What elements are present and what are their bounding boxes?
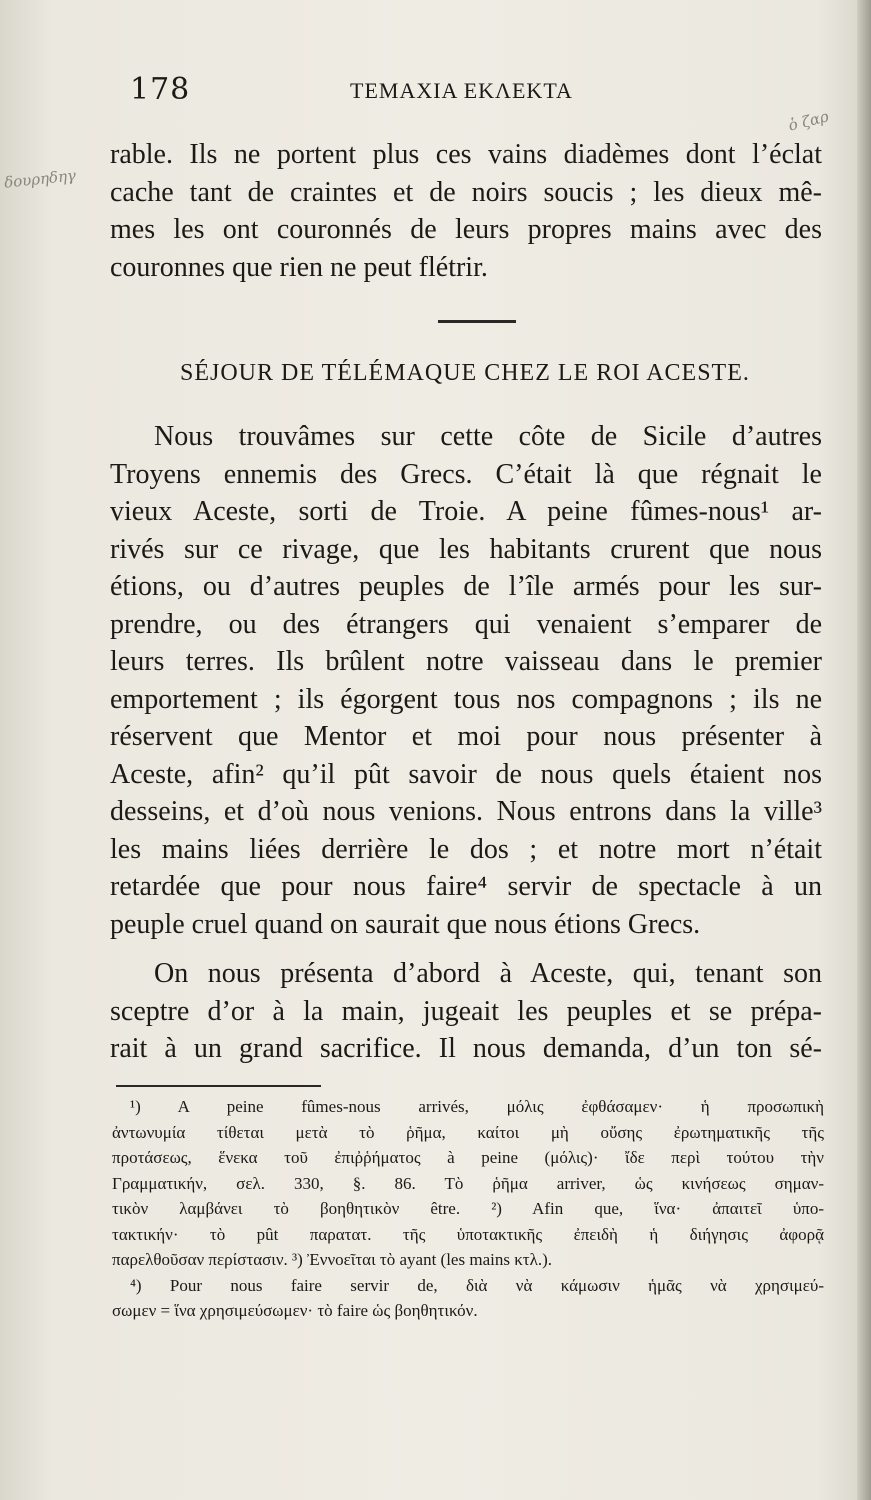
continuation-text: [110, 136, 822, 286]
text-line: sceptre d’or à la main, jugeait les peuples et se prépa-: [110, 995, 822, 1027]
footnote-line: Γραμματικήν, σελ. 330, §. 86. Τὸ ῥῆμα arriver, ὡς κινήσεως σημαν-: [112, 1173, 824, 1193]
text-line: On nous présenta d’abord à Aceste, qui, tenant son: [154, 958, 822, 989]
text-line: desseins, et d’où nous venions. Nous entrons dans la ville³: [110, 796, 822, 827]
footnote-line: τακτικήν· τὸ pût παρατατ. τῆς ὑποτακτικῆς ἐπειδὴ ἡ διήγησις ἀφορᾷ: [112, 1224, 824, 1244]
page-number: 178: [130, 72, 191, 107]
footnote-line: σωμεν = ἵνα χρησιμεύσωμεν· τὸ faire ὡς βοηθητικόν.: [112, 1301, 478, 1320]
section-divider: [438, 320, 516, 323]
text-line: vieux Aceste, sorti de Troie. A peine fûmes-nous¹ ar-: [110, 496, 822, 527]
text-line: couronnes que rien ne peut flétrir.: [110, 251, 488, 283]
text-line: mes les ont couronnés de leurs propres mains avec des: [110, 214, 822, 245]
running-title: TEMAXIA EKΛEKTA: [350, 78, 573, 103]
text-line: Aceste, afin² qu’il pût savoir de nous quels étaient nos: [110, 758, 822, 790]
text-line: les mains liées derrière le dos ; et notre mort n’était: [110, 833, 822, 865]
footnote-line: ¹) A peine fûmes-nous arrivés, μόλις ἐφθάσαμεν· ἡ προσωπικὴ: [130, 1097, 824, 1116]
page-edge-shadow: [857, 0, 871, 1500]
footnote-line: προτάσεως, ἕνεκα τοῦ ἐπιῤῥήματος à peine (μόλις)· ἴδε περὶ τούτου τὴν: [112, 1148, 824, 1167]
text-line: rivés sur ce rivage, que les habitants crurent que nous: [110, 533, 822, 565]
section-title: SÉJOUR DE TÉLÉMAQUE CHEZ LE ROI ACESTE.: [180, 360, 750, 386]
text-line: cache tant de craintes et de noirs soucis ; les dieux mê-: [110, 176, 822, 208]
paragraph-1: [110, 418, 822, 943]
text-line: leurs terres. Ils brûlent notre vaisseau dans le premier: [110, 646, 822, 677]
text-line: peuple cruel quand on saurait que nous étions Grecs.: [110, 908, 701, 940]
text-line: Nous trouvâmes sur cette côte de Sicile d’autres: [154, 421, 822, 452]
footnote-rule: [116, 1085, 321, 1087]
text-line: Troyens ennemis des Grecs. C’était là que régnait le: [110, 458, 822, 490]
paragraph-2: [110, 955, 822, 1068]
text-line: emportement ; ils égorgent tous nos compagnons ; ils ne: [110, 683, 822, 715]
footnotes: [112, 1094, 824, 1324]
text-line: rait à un grand sacrifice. Il nous demanda, d’un ton sé-: [110, 1033, 822, 1064]
margin-note-left: δουρηδηγ: [3, 166, 77, 192]
footnote-line: τικὸν λαμβάνει τὸ βοηθητικὸν être. ²) Afin que, ἵνα· ἀπαιτεῖ ὑπο-: [112, 1199, 824, 1218]
text-line: réservent que Mentor et moi pour nous présenter à: [110, 721, 822, 752]
margin-note-top-right: ὁ ζαρ: [786, 107, 831, 135]
text-line: rable. Ils ne portent plus ces vains diadèmes dont l’éclat: [110, 139, 822, 170]
footnote-line: παρελθοῦσαν περίστασιν. ³) Ἐννοεῖται τὸ ayant (les mains κτλ.).: [112, 1250, 552, 1269]
text-line: prendre, ou des étrangers qui venaient s’emparer de: [110, 608, 822, 640]
text-line: retardée que pour nous faire⁴ servir de spectacle à un: [110, 871, 822, 902]
footnote-line: ἀντωνυμία τίθεται μετὰ τὸ ῥῆμα, καίτοι μὴ οὔσης ἐρωτηματικῆς τῆς: [112, 1122, 824, 1142]
text-line: étions, ou d’autres peuples de l’île armés pour les sur-: [110, 571, 822, 602]
page-header: [130, 72, 751, 112]
footnote-line: ⁴) Pour nous faire servir de, διὰ νὰ κάμωσιν ἡμᾶς νὰ χρησιμεύ-: [130, 1275, 824, 1295]
